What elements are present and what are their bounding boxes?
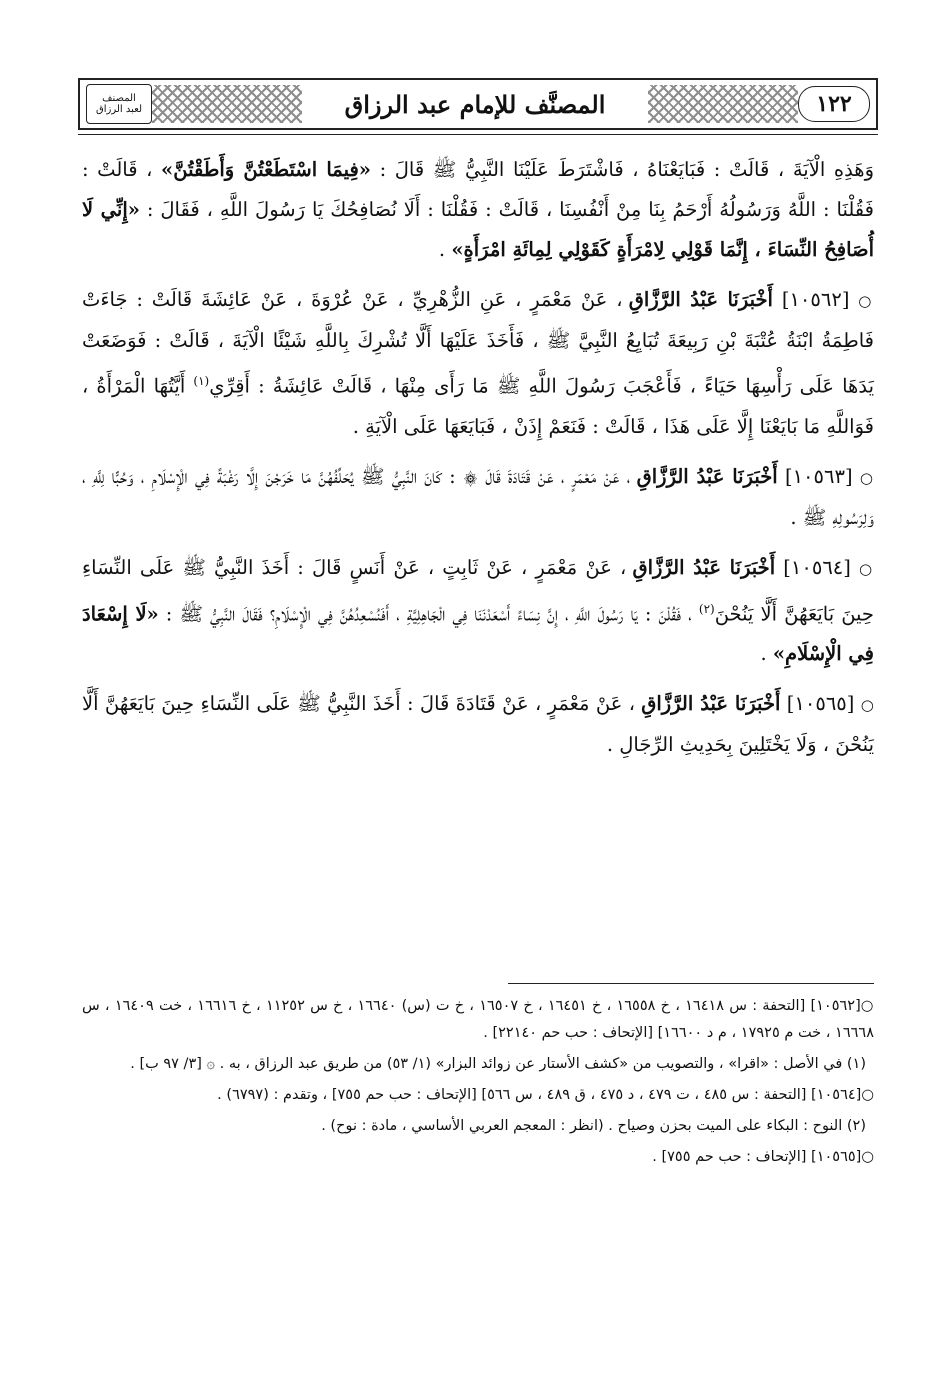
tahqiq-note xyxy=(82,993,874,1047)
hadith-number: [١٠٥٦٥] xyxy=(786,692,855,715)
header-rule xyxy=(78,134,878,135)
hadith-text-a: ، عَنْ مَعْمَرٍ ، عَنْ ثَابِتٍ ، عَنْ أَنَسٍ قَالَ : أَخَذَ النَّبِيُّ ﷺ عَلَى النِّسَاءِ حِينَ بَايَعَهُنَّ أَلَّا يَنُحْنَ xyxy=(82,555,874,625)
hadith-isnad: أَخْبَرَنَا عَبْدُ الرَّزَّاقِ xyxy=(632,555,776,579)
footnote-divider xyxy=(508,983,874,984)
continuation-text-b: ، قَالَتْ : فَقُلْنَا : اللَّهُ وَرَسُولُهُ أَرْحَمُ بِنَا مِنْ أَنْفُسِنَا ، قَالَتْ : فَقُلْنَا : أَلَا نُصَافِحُكَ يَا رَسُولَ اللَّهِ ، فَقَالَ : xyxy=(82,158,874,221)
footnotes-section xyxy=(82,993,874,1175)
tahqiq-note xyxy=(82,1144,874,1171)
hadith-text-a: ، عَنْ مَعْمَرٍ ، عَنْ قَتَادَةَ قَالَ : أَخَذَ النَّبِيُّ ﷺ عَلَى النِّسَاءِ حِينَ بَايَعَهُنَّ أَلَّا يَنُحْنَ ، وَلَا يَخْتَلِينَ بِحَدِيثِ الرِّجَالِ . xyxy=(82,692,874,756)
footnote-1: (١) في الأصل : «اقرا» ، والتصويب من «كشف الأستار عن زوائد البزار» (١/ ٥٣) من طريق عبد الرزاق ، به . ۞ [٣/ ٩٧ ب] . xyxy=(130,1056,866,1072)
hadith-isnad: أَخْبَرَنَا عَبْدُ الرَّزَّاقِ xyxy=(628,288,773,311)
hadith-text-b: ، فَقُلْنَ : يَا رَسُولَ اللَّهِ ، إِنَّ نِسَاءً أَسْعَدْنَنَا فِي الْجَاهِلِيَّةِ ، أَفَنُسْعِدُهُنَّ فِي الْإِسْلَامِ؟ فَقَالَ النَّبِيُّ ﷺ : xyxy=(158,602,699,625)
note-text: [١٠٥٦٤] [التحفة : س ٤٨٥ ، ت ٤٧٩ ، د ٤٧٥ ، ق ٤٨٩ ، س ٥٦٦] [الإتحاف : حب حم ٧٥٥] ، وتقدم : (٦٧٩٧) . xyxy=(217,1087,862,1103)
hadith-10564 xyxy=(82,548,874,675)
tahqiq-note xyxy=(82,1082,874,1109)
ornament-right xyxy=(648,85,798,123)
bullet-icon: ○ xyxy=(861,1149,874,1165)
hadith-isnad: أَخْبَرَنَا عَبْدُ الرَّزَّاقِ xyxy=(641,692,781,715)
note-text: [١٠٥٦٥] [الإتحاف : حب حم ٧٥٥] . xyxy=(652,1149,862,1165)
hadith-number: [١٠٥٦٢] xyxy=(781,288,850,311)
bullet-icon: ○ xyxy=(860,998,875,1014)
hadith-10563 xyxy=(82,457,874,538)
note-text: [١٠٥٦٢] [التحفة : س ١٦٤١٨ ، خ ١٦٥٥٨ ، خ ١٦٤٥١ ، خ ١٦٥٠٧ ، خ ت (س) ١٦٦٤٠ ، خ س ١١٢٥٢ ، خ ١٦٦١٦ ، خت ١٦٤٠٩ ، س ١٦٦٦٨ ، خت م ١٧٩٢٥ ، م د ١٦٦٠٠] [الإتحاف : حب حم ٢٢١٤٠] . xyxy=(82,998,874,1041)
page-number: ١٢٢ xyxy=(798,86,870,122)
logo-line-2: لعبد الرزاق xyxy=(95,104,143,115)
prophet-quote-2: «إِنِّي لَا أُصَافِحُ النِّسَاءَ ، إِنَّمَا قَوْلِي لِامْرَأَةٍ كَقَوْلِي لِمِائَةِ امْرَأَةٍ» xyxy=(82,198,874,261)
logo-line-1: المصنف xyxy=(102,93,136,104)
prophet-quote-1: «فِيمَا اسْتَطَعْتُنَّ وَأَطَقْتُنَّ» xyxy=(161,158,371,181)
hadith-10565 xyxy=(82,684,874,765)
main-text xyxy=(82,150,874,765)
continuation-paragraph xyxy=(82,150,874,270)
hadith-number: [١٠٥٦٤] xyxy=(783,555,851,579)
hadith-text-c: . xyxy=(760,642,773,665)
bullet-icon: ○ xyxy=(859,559,875,578)
continuation-text-a: وَهَذِهِ الْآيَةَ ، قَالَتْ : فَبَايَعْنَاهُ ، فَاشْتَرَطَ عَلَيْنَا النَّبِيُّ ﷺ قَالَ : xyxy=(370,158,874,181)
footnote-ref: (١) xyxy=(193,374,210,388)
prophet-quote: «لَا إِسْعَادَ فِي الْإِسْلَامِ» xyxy=(82,602,874,665)
bullet-icon: ○ xyxy=(860,696,875,714)
footnote-2: (٢) النوح : البكاء على الميت بحزن وصياح . (انظر : المعجم العربي الأساسي ، مادة : نوح) . xyxy=(321,1118,866,1134)
book-logo xyxy=(86,84,152,124)
hadith-isnad: أَخْبَرَنَا عَبْدُ الرَّزَّاقِ xyxy=(636,464,778,488)
hadith-text-a: ، عَنْ مَعْمَرٍ ، عَنِ الزُّهْرِيِّ ، عَنْ عُرْوَةَ ، عَنْ عَائِشَةَ قَالَتْ : جَاءَتْ فَاطِمَةُ ابْنَةُ عُتْبَةَ بْنِ رَبِيعَةَ تُبَايِعُ النَّبِيَّ ﷺ ، فَأَخَذَ عَلَيْهَا أَلَّا تُشْرِكَ بِاللَّهِ شَيْئًا الْآيَةَ ، قَالَتْ : فَوَضَعَتْ يَدَهَا عَلَى رَأْسِهَا حَيَاءً ، فَأَعْجَبَ رَسُولَ اللَّهِ ﷺ مَا رَأَى مِنْهَا ، قَالَتْ عَائِشَةُ : أَقِرِّي xyxy=(82,288,874,398)
hadith-text-a: ، عَنْ مَعْمَرٍ ، عَنْ قَتَادَةَ قَالَ ۞ : كَانَ النَّبِيُّ ﷺ يُحَلِّفُهُنَّ مَا خَرَجْنَ إِلَّا رَغْبَةً فِي الْإِسْلَامِ ، وَحُبًّا لِلَّهِ ، وَلِرَسُولِهِ ﷺ . xyxy=(82,464,874,529)
hadith-number: [١٠٥٦٣] xyxy=(784,464,853,488)
hadith-text-b: أَيَّتُهَا الْمَرْأَةُ ، فَوَاللَّهِ مَا بَايَعْنَا إِلَّا عَلَى هَذَا ، قَالَتْ : فَنَعَمْ إِذَنْ ، فَبَايَعَهَا عَلَى الْآيَةِ . xyxy=(82,374,874,438)
book-title: المصنَّف للإمام عبد الرزاق xyxy=(344,89,606,119)
page-header xyxy=(78,78,878,130)
continuation-text-c: . xyxy=(438,238,452,261)
bullet-icon: ○ xyxy=(858,292,875,310)
bullet-icon: ○ xyxy=(861,1087,874,1103)
hadith-10562 xyxy=(82,280,874,447)
footnote-ref: (٢) xyxy=(698,601,715,616)
bullet-icon: ○ xyxy=(859,468,875,487)
ornament-left xyxy=(152,85,302,123)
